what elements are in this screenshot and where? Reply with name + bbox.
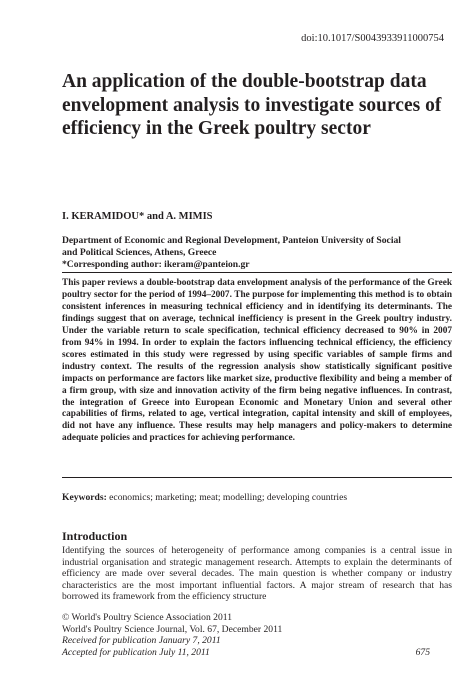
author-list: I. KERAMIDOU* and A. MIMIS	[62, 211, 213, 222]
abstract-bottom-rule	[62, 477, 452, 478]
keywords-label: Keywords:	[62, 492, 107, 503]
accepted-date	[62, 647, 452, 659]
paper-title: An application of the double-bootstrap data envelopment analysis to investigate sources of efficiency in the Greek poultry sector	[62, 71, 442, 139]
introduction-heading: Introduction	[62, 529, 128, 543]
keywords-line	[62, 492, 452, 503]
accepted-date-text: Accepted for publication July 11, 2011	[62, 646, 210, 658]
affiliation-line-2: and Political Sciences, Athens, Greece	[62, 247, 217, 259]
journal-citation: World's Poultry Science Journal, Vol. 67, December 2011	[62, 623, 283, 635]
introduction-text: Identifying the sources of heterogeneity of performance among companies is a central issue in industrial organisation and strategic management research. Attempts to explain the determinants of efficiency are made over several decades. The main question is whether company or industry characteristics are the most important influential factors. A major stream of research that has borrowed its framework from the efficiency structure	[62, 545, 452, 603]
received-date: Received for publication January 7, 2011	[62, 635, 221, 647]
abstract-top-rule	[62, 272, 452, 273]
copyright-line: © World's Poultry Science Association 2011	[62, 612, 232, 623]
doi-label: doi:10.1017/S0043933911000754	[301, 33, 444, 44]
affiliation-block	[62, 235, 452, 272]
corresponding-author: *Corresponding author: ikeram@panteion.gr	[62, 259, 250, 271]
footer-block	[62, 612, 452, 658]
affiliation-line-1: Department of Economic and Regional Development, Panteion University of Social	[62, 235, 401, 246]
page-number: 675	[415, 646, 430, 658]
keywords-text: economics; marketing; meat; modelling; developing countries	[109, 492, 348, 503]
abstract-text: This paper reviews a double-bootstrap data envelopment analysis of the performance of the Greek poultry sector for the period of 1994–2007. The purpose for implementing this method is to obtain consistent inferences in measuring technical efficiency and in identifying its determinants. The findings suggest that on average, technical inefficiency is present in the Greek poultry industry. Under the variable return to scale specification, technical efficiency decreased to 90% in 2007 from 94% in 1994. In order to explain the factors influencing technical efficiency, the efficiency scores estimated in this study were regressed by using specific variables of sample firms and industry context. The results of the regression analysis show statistically significant positive impacts on performance are factors like market size, productive flexibility and being a member of a firm group, with size and innovation activity of the firm being negative influences. In contrast, the integration of Greece into European Economic and Monetary Union and several other capabilities of firms, related to age, vertical integration, capital intensity and skill of employees, did not have any influence. These results may help managers and policy-makers to determine adequate policies and practices for achieving performance.	[62, 278, 452, 444]
